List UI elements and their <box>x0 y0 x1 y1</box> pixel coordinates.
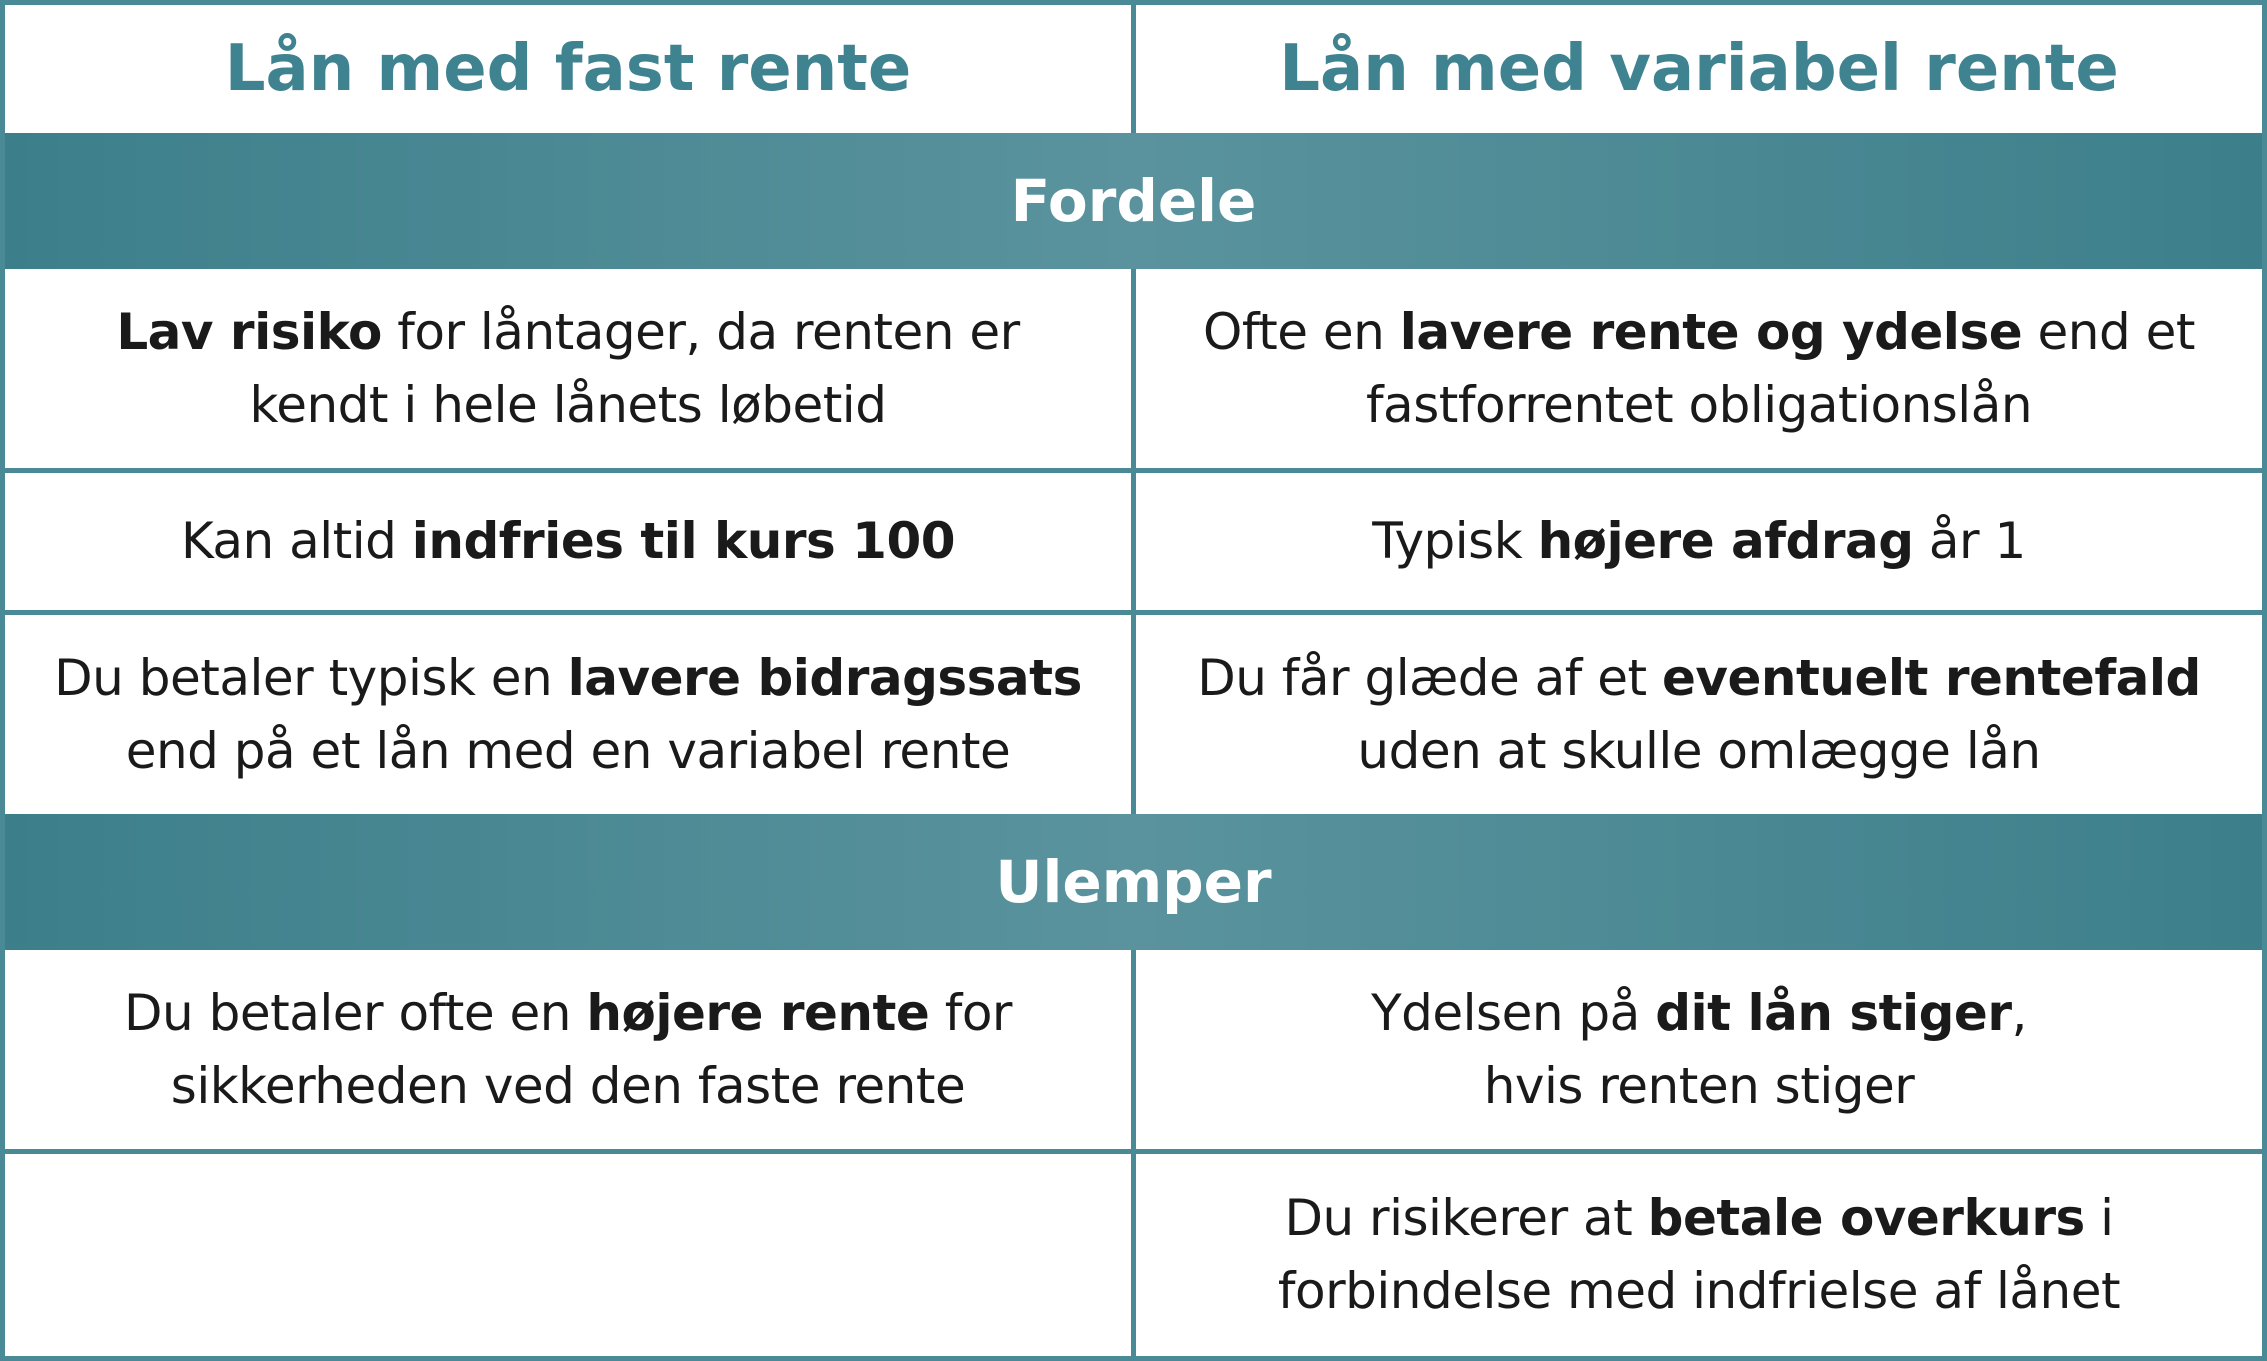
ulemper-variable-1 <box>1136 950 2262 1149</box>
cell-text: Lav risiko for låntager, da renten er kendt i hele lånets løbetid <box>116 302 1020 434</box>
cell-text: Typisk højere afdrag år 1 <box>1372 512 2026 570</box>
fordele-variable-3 <box>1136 615 2262 814</box>
cell-text: Ydelsen på dit lån stiger, hvis renten stiger <box>1371 983 2027 1115</box>
fordele-fixed-1 <box>5 269 1131 468</box>
table-row <box>5 615 2262 814</box>
header-row <box>5 5 2262 133</box>
section-title-fordele: Fordele <box>5 133 2262 269</box>
section-ulemper <box>5 814 2262 950</box>
fordele-variable-2 <box>1136 473 2262 610</box>
table-row <box>5 269 2262 468</box>
cell-text: Du får glæde af et eventuelt rentefald uden at skulle omlægge lån <box>1197 648 2201 780</box>
header-variable-rate: Lån med variabel rente <box>1136 5 2262 133</box>
section-fordele <box>5 133 2262 269</box>
fordele-fixed-2 <box>5 473 1131 610</box>
ulemper-variable-2 <box>1136 1154 2262 1356</box>
fordele-variable-1 <box>1136 269 2262 468</box>
cell-text: Ofte en lavere rente og ydelse end et fastforrentet obligationslån <box>1203 302 2195 434</box>
cell-text: Kan altid indfries til kurs 100 <box>180 512 956 570</box>
section-title-ulemper: Ulemper <box>5 814 2262 950</box>
ulemper-fixed-2-empty <box>5 1154 1131 1356</box>
header-fixed-rate: Lån med fast rente <box>5 5 1131 133</box>
fordele-fixed-3 <box>5 615 1131 814</box>
cell-text: Du risikerer at betale overkurs i forbindelse med indfrielse af lånet <box>1277 1189 2121 1320</box>
table-row <box>5 473 2262 610</box>
ulemper-fixed-1 <box>5 950 1131 1149</box>
table-row <box>5 950 2262 1149</box>
table-row <box>5 1154 2262 1356</box>
cell-text: Du betaler ofte en højere rente for sikkerheden ved den faste rente <box>124 983 1012 1115</box>
cell-text: Du betaler typisk en lavere bidragssats end på et lån med en variabel rente <box>54 648 1082 780</box>
